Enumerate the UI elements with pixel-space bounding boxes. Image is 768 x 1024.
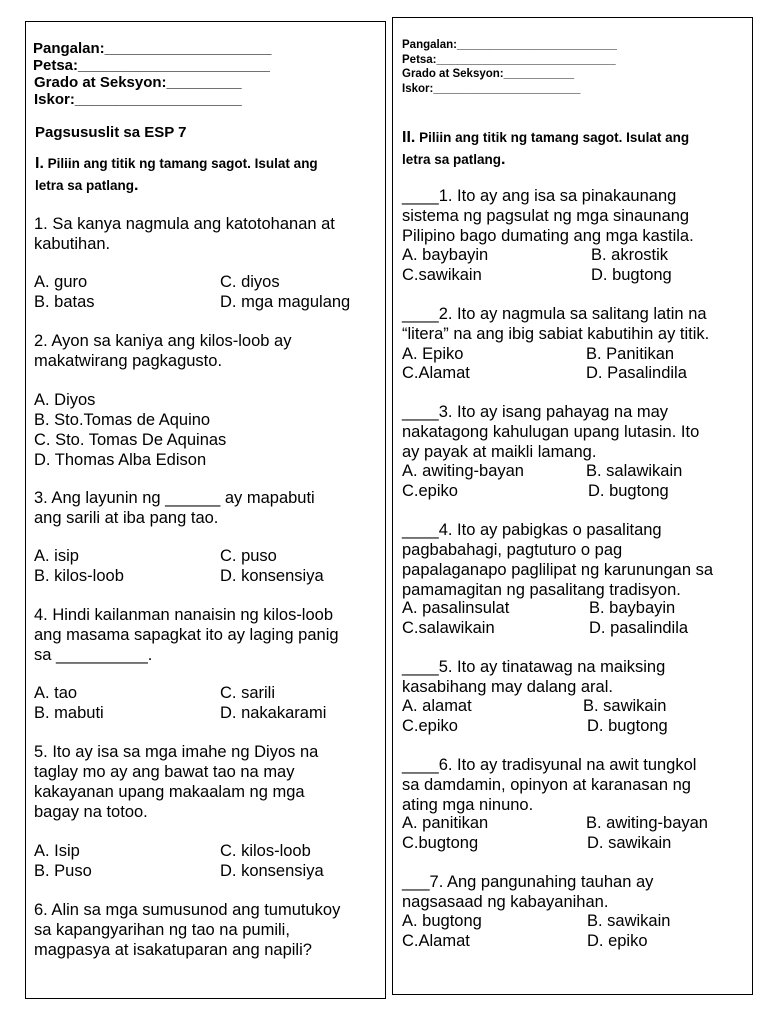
question-7 <box>402 872 653 912</box>
choice-b: B. Panitikan <box>586 345 675 363</box>
question-2 <box>34 331 291 371</box>
exam-title: Pagsususlit sa ESP 7 <box>35 124 187 141</box>
question-5 <box>402 657 665 697</box>
question-1 <box>34 214 335 254</box>
question-text: pagbabahagi, pagtuturo o pag <box>402 541 623 559</box>
question-text: kakayanan upang makaalam ng mga <box>34 783 305 801</box>
right-instruction: II. Piliin ang titik ng tamang sagot. Isulat ang letra sa patlang. <box>402 129 690 168</box>
question-text: makatwirang pagkagusto. <box>34 352 223 370</box>
question-text: 6. Alin sa mga sumusunod ang tumutukoy <box>34 901 341 919</box>
choice-c: C.bugtong <box>402 834 479 852</box>
left-instruction: I. Piliin ang titik ng tamang sagot. Isulat ang letra sa patlang. <box>35 155 318 194</box>
date-field: Petsa:_______________________ <box>33 57 270 74</box>
question-text: papalaganapo paglilipat ng karunungan sa <box>402 561 714 579</box>
choice-c: C.Alamat <box>402 364 470 382</box>
choice-d: D. mga magulang <box>220 293 351 311</box>
choice-b: B. sawikain <box>583 697 667 715</box>
choice-b: B. kilos-loob <box>34 567 124 585</box>
grade-section-field: Grado at Seksyon:___________ <box>402 68 574 80</box>
grade-section-field: Grado at Seksyon:_________ <box>34 74 242 91</box>
choice-c: C.Alamat <box>402 932 470 950</box>
question-6 <box>402 755 696 815</box>
question-text: 1. Sa kanya nagmula ang katotohanan at <box>34 215 335 233</box>
choice-d: D. bugtong <box>588 482 669 500</box>
choice-b: B. akrostik <box>591 246 669 264</box>
question-text: ____2. Ito ay nagmula sa salitang latin na <box>402 305 707 323</box>
choice-c: C. Sto. Tomas De Aquinas <box>34 431 227 449</box>
choice-c: C. diyos <box>220 273 280 291</box>
choice-d: D. konsensiya <box>220 862 324 880</box>
name-field: Pangalan:____________________ <box>33 40 272 57</box>
choice-b: B. Puso <box>34 862 92 880</box>
question-4 <box>402 520 713 600</box>
question-text: Pilipino bago dumating ang mga kastila. <box>402 227 694 245</box>
choice-b: B. awiting-bayan <box>586 814 708 832</box>
question-text: ____5. Ito ay tinatawag na maiksing <box>402 658 666 676</box>
question-text: nakatagong kahulugan upang lutasin. Ito <box>402 423 700 441</box>
question-text: “litera” na ang ibig sabiat kabutihin ay titik. <box>402 325 710 343</box>
choice-d: D. konsensiya <box>220 567 324 585</box>
choice-a: A. pasalinsulat <box>402 599 510 617</box>
choice-a: A. baybayin <box>402 246 489 264</box>
choice-d: D. Thomas Alba Edison <box>34 451 207 469</box>
question-text: ating mga ninuno. <box>402 796 534 814</box>
question-text: ang sarili at iba pang tao. <box>34 509 219 527</box>
choice-b: B. Sto.Tomas de Aquino <box>34 411 211 429</box>
date-field: Petsa:____________________________ <box>402 53 616 66</box>
choice-a: A. Diyos <box>34 391 96 409</box>
question-text: pamamagitan ng pasalitang tradisyon. <box>402 581 681 599</box>
choice-a: A. guro <box>34 273 88 291</box>
question-3 <box>34 488 315 528</box>
score-field: Iskor:____________________ <box>34 91 242 108</box>
choice-a: A. alamat <box>402 697 472 715</box>
question-text: nagsasaad ng kabayanihan. <box>402 893 609 911</box>
choice-d: D. sawikain <box>587 834 672 852</box>
question-text: ____3. Ito ay isang pahayag na may <box>402 403 669 421</box>
question-text: kabutihan. <box>34 235 111 253</box>
choice-d: D. nakakarami <box>220 704 327 722</box>
choice-list <box>34 390 226 470</box>
question-text: taglay mo ay ang bawat tao na may <box>34 763 295 781</box>
left-header <box>33 40 272 108</box>
instruction-line: letra sa patlang <box>402 152 502 167</box>
choice-a: A. tao <box>34 684 78 702</box>
question-5 <box>34 742 318 822</box>
question-text: ____4. Ito ay pabigkas o pasalitang <box>402 521 662 539</box>
choice-d: D. epiko <box>587 932 648 950</box>
choice-c: C.epiko <box>402 717 458 735</box>
choice-d: D. Pasalindila <box>586 364 687 382</box>
choice-d: D. pasalindila <box>589 619 689 637</box>
right-header <box>402 38 617 96</box>
question-1 <box>402 186 694 246</box>
question-text: ang masama sapagkat ito ay laging panig <box>34 626 339 644</box>
question-text: sa kapangyarihan ng tao na pumili, <box>34 921 290 939</box>
question-3 <box>402 402 699 462</box>
choice-c: C.sawikain <box>402 266 482 284</box>
question-text: bagay na totoo. <box>34 803 148 821</box>
choice-a: A. awiting-bayan <box>402 462 524 480</box>
instruction-line: Piliin ang titik ng tamang sagot. Isulat ang <box>419 130 690 145</box>
choice-a: A. Epiko <box>402 345 464 363</box>
question-text: 3. Ang layunin ng ______ ay mapabuti <box>34 489 315 507</box>
name-field: Pangalan:_________________________ <box>402 39 617 51</box>
choice-b: B. batas <box>34 293 95 311</box>
choice-b: B. salawikain <box>586 462 683 480</box>
question-text: 5. Ito ay isa sa mga imahe ng Diyos na <box>34 743 319 761</box>
section-number: II. <box>402 129 416 146</box>
instruction-line: Piliin ang titik ng tamang sagot. Isulat ang <box>47 156 318 171</box>
instruction-line: letra sa patlang <box>35 178 135 193</box>
question-text: sa __________. <box>34 646 153 664</box>
choice-a: A. bugtong <box>402 912 482 930</box>
question-2 <box>402 304 709 344</box>
choice-a: A. Isip <box>34 842 80 860</box>
question-text: ____6. Ito ay tradisyunal na awit tungkol <box>402 756 697 774</box>
choice-b: B. mabuti <box>34 704 104 722</box>
question-text: sistema ng pagsulat ng mga sinaunang <box>402 207 690 225</box>
section-number: I. <box>35 155 44 172</box>
choice-d: D. bugtong <box>587 717 668 735</box>
question-4 <box>34 605 339 665</box>
question-text: sa damdamin, opinyon at karanasan ng <box>402 776 691 794</box>
choice-d: D. bugtong <box>591 266 672 284</box>
question-text: ____1. Ito ay ang isa sa pinakaunang <box>402 187 677 205</box>
score-field: Iskor:_______________________ <box>402 82 581 95</box>
question-text: 2. Ayon sa kaniya ang kilos-loob ay <box>34 332 292 350</box>
choice-c: C.salawikain <box>402 619 495 637</box>
choice-b: B. sawikain <box>587 912 671 930</box>
question-text: kasabihang may dalang aral. <box>402 678 613 696</box>
question-6 <box>34 900 340 960</box>
question-text: 4. Hindi kailanman nanaisin ng kilos-loob <box>34 606 334 624</box>
choice-c: C. puso <box>220 547 277 565</box>
choice-a: A. panitikan <box>402 814 489 832</box>
choice-a: A. isip <box>34 547 79 565</box>
choice-c: C.epiko <box>402 482 458 500</box>
question-text: ay payak at maikli lamang. <box>402 443 597 461</box>
choice-c: C. sarili <box>220 684 276 702</box>
choice-b: B. baybayin <box>589 599 676 617</box>
choice-c: C. kilos-loob <box>220 842 311 860</box>
question-text: ___7. Ang pangunahing tauhan ay <box>402 873 654 891</box>
question-text: magpasya at isakatuparan ang napili? <box>34 941 312 959</box>
